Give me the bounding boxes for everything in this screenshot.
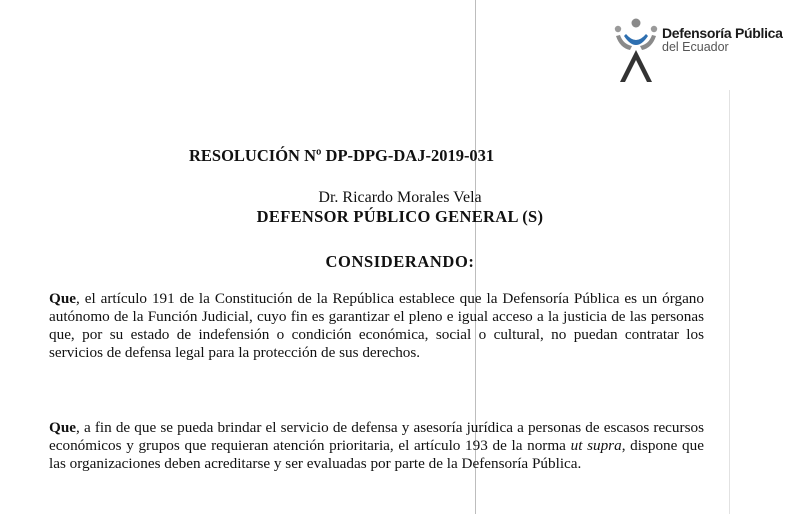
resolution-title: RESOLUCIÓN Nº DP-DPG-DAJ-2019-031: [189, 146, 495, 165]
org-logo: [610, 16, 800, 96]
scan-edge-line: [729, 90, 730, 514]
org-name-line2: del Ecuador: [662, 40, 729, 54]
org-name-line1: Defensoría Pública: [662, 25, 783, 41]
paragraph-lead: Que: [49, 419, 77, 436]
paragraph-text-before: , a fin de que se pueda brindar el servicio de defensa y asesoría jurídica a personas de escasos recursos económicos y grupos que requieran atención prioritaria, el artículo 193 de la norma: [49, 419, 704, 454]
people-emblem-icon: [610, 16, 662, 88]
signer-name: Dr. Ricardo Morales Vela: [318, 189, 482, 206]
considerando-paragraph-1: [49, 290, 704, 362]
paragraph-text: , el artículo 191 de la Constitución de la República establece que la Defensoría Pública es un órgano autónomo de la Función Judicial, cuyo fin es garantizar el pleno e igual acceso a la justicia de las personas que, por su estado de indefensión o condición económica, social o cultural, no puedan contratar los servicios de defensa legal para la protección de sus derechos.: [49, 290, 704, 361]
signer-position: DEFENSOR PÚBLICO GENERAL (S): [256, 207, 544, 226]
org-name: [662, 26, 783, 54]
paragraph-lead: Que: [49, 290, 77, 307]
paragraph-text-after: , dispone que las organizaciones deben acreditarse y ser evaluadas por parte de la Defensoría Pública.: [49, 437, 704, 472]
paragraph-italic-term: ut supra: [570, 437, 622, 454]
considerando-paragraph-2: [49, 419, 704, 473]
section-heading: CONSIDERANDO:: [325, 252, 475, 271]
